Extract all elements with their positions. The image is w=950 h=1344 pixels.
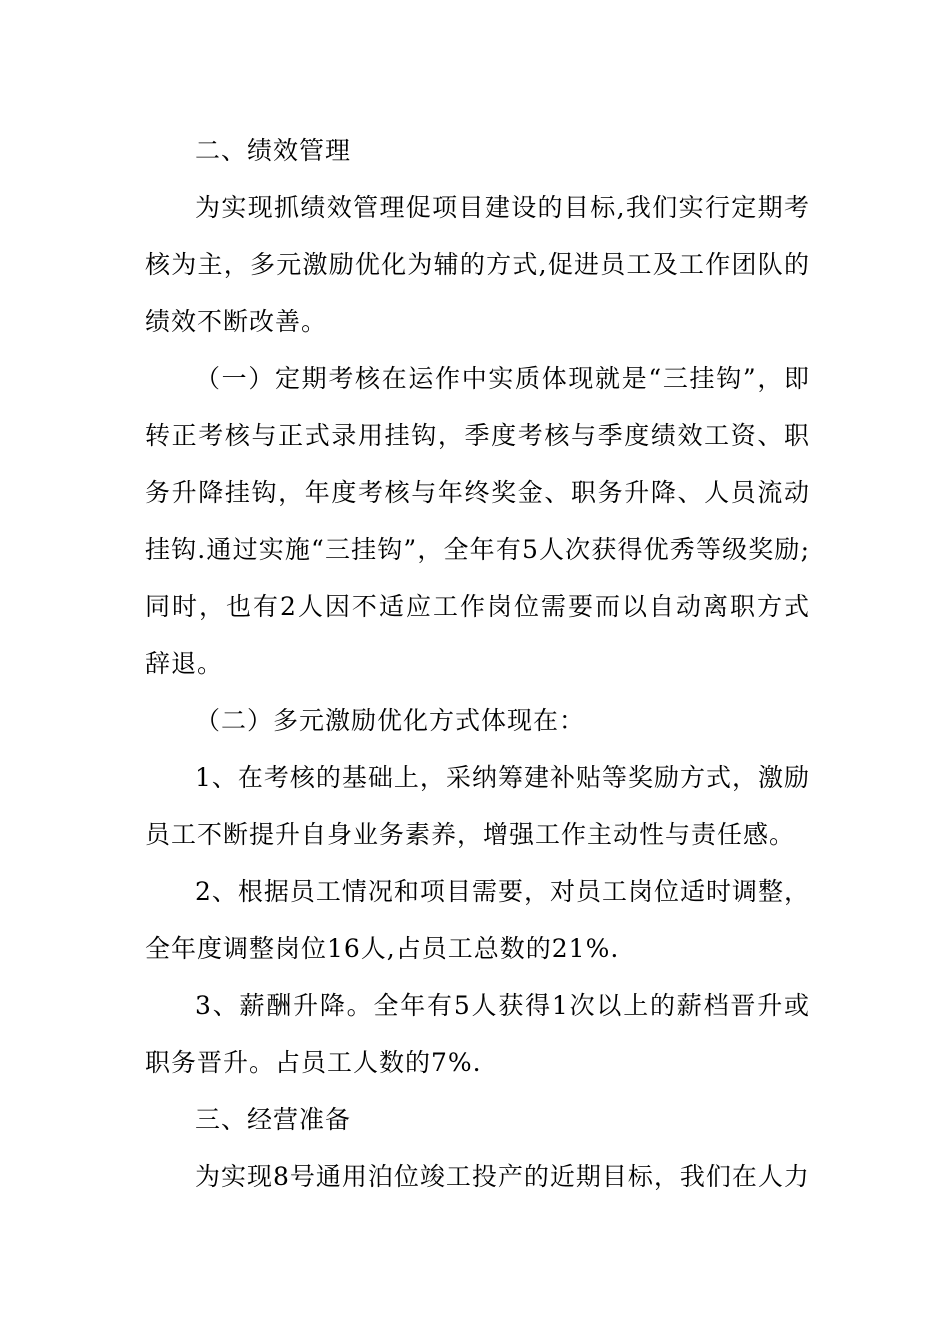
paragraph-regular-assessment: （一）定期考核在运作中实质体现就是“三挂钩”，即转正考核与正式录用挂钩，季度考核与季度绩效工资、职务升降挂钩，年度考核与年终奖金、职务升降、人员流动挂钩.通过实施“三挂钩”，全年有5人次获得优秀等级奖励;同时，也有2人因不适应工作岗位需要而以自动离职方式辞退。 bbox=[145, 364, 810, 678]
paragraph-incentive-heading: （二）多元激励优化方式体现在： bbox=[195, 706, 586, 735]
list-item-incentive-1: 1、在考核的基础上，采纳筹建补贴等奖励方式，激励员工不断提升自身业务素养，增强工作主动性与责任感。 bbox=[145, 763, 810, 849]
list-item-incentive-3: 3、薪酬升降。全年有5人获得1次以上的薪档晋升或职务晋升。占员工人数的7%. bbox=[145, 991, 810, 1077]
paragraph-operations-intro: 为实现8号通用泊位竣工投产的近期目标，我们在人力 bbox=[195, 1162, 810, 1191]
section-heading-performance: 二、绩效管理 bbox=[195, 136, 352, 165]
section-heading-operations: 三、经营准备 bbox=[195, 1105, 352, 1134]
paragraph-performance-intro: 为实现抓绩效管理促项目建设的目标,我们实行定期考核为主，多元激励优化为辅的方式,促进员工及工作团队的绩效不断改善。 bbox=[145, 193, 810, 336]
document-body bbox=[145, 122, 810, 1205]
list-item-incentive-2: 2、根据员工情况和项目需要，对员工岗位适时调整，全年度调整岗位16人,占员工总数的21%. bbox=[145, 877, 810, 963]
